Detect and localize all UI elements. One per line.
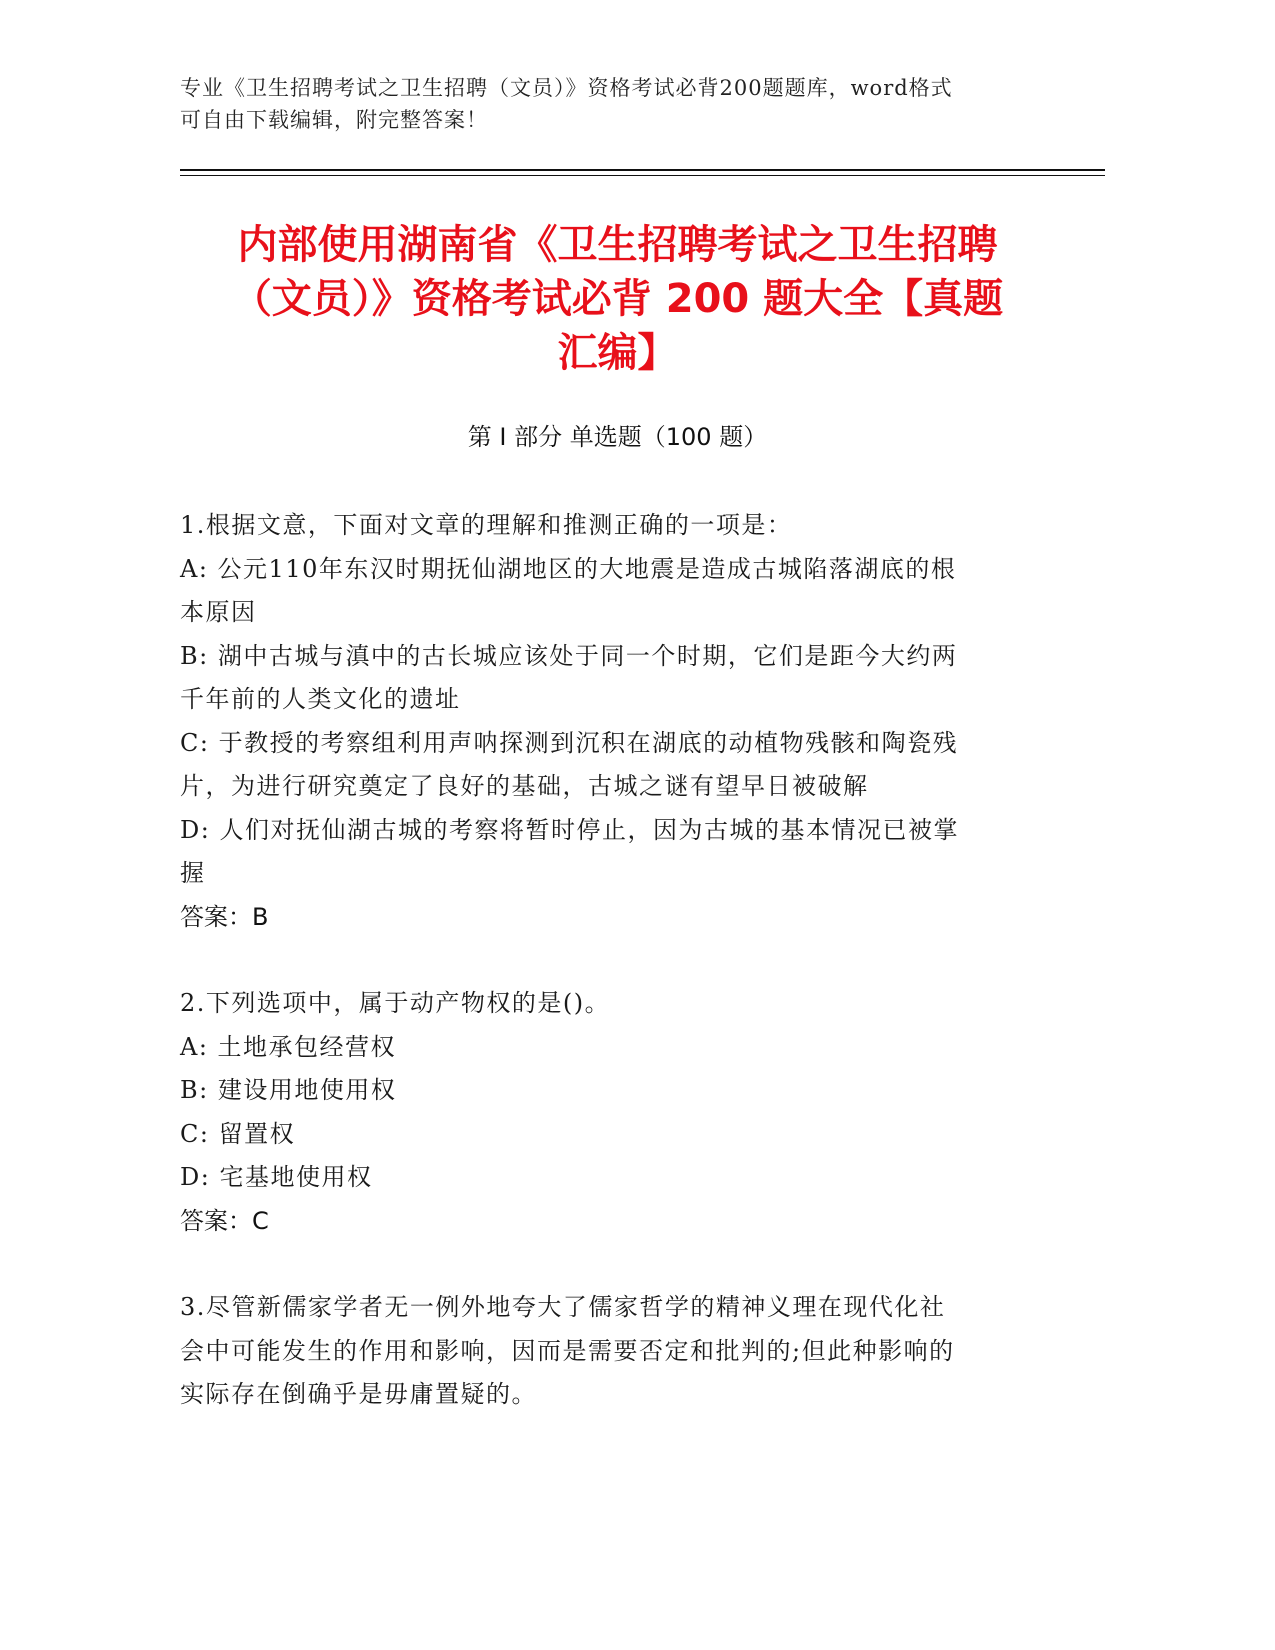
option-text: 握: [180, 859, 206, 887]
option-text: 千年前的人类文化的遗址: [180, 685, 461, 713]
option-text: B: 湖中古城与滇中的古长城应该处于同一个时期，它们是距今大约两: [180, 641, 958, 670]
question-stem: 会中可能发生的作用和影响，因而是需要否定和批判的;但此种影响的: [180, 1336, 955, 1365]
title-line: 汇编】: [557, 330, 678, 376]
header-divider-thin: [180, 175, 1105, 176]
option-d: D: 宅基地使用权: [180, 1163, 373, 1191]
answer-label: 答案：B: [180, 902, 269, 931]
answer-label: 答案：C: [180, 1206, 269, 1235]
question-item: [180, 504, 1030, 939]
option-text: C: 于教授的考察组利用声呐探测到沉积在湖底的动植物残骸和陶瓷残: [180, 728, 959, 757]
header-note-line: 可自由下载编辑，附完整答案！: [180, 108, 488, 132]
option-text: 本原因: [180, 598, 257, 626]
option-text: D: 人们对抚仙湖古城的考察将暂时停止，因为古城的基本情况已被掌: [180, 815, 959, 844]
title-line: （文员）》资格考试必背 200 题大全【真题: [231, 276, 1004, 322]
document-title: [180, 218, 1055, 380]
section-title: 第 I 部分 单选题（100 题）: [467, 423, 768, 451]
question-list: [180, 504, 1030, 1460]
header-divider-thick: [180, 169, 1105, 171]
question-stem: 实际存在倒确乎是毋庸置疑的。: [180, 1380, 537, 1408]
question-stem: 2.下列选项中，属于动产物权的是()。: [180, 989, 611, 1017]
header-note-line: 专业《卫生招聘考试之卫生招聘（文员）》资格考试必背200题题库，word格式: [180, 76, 953, 100]
question-item: [180, 1286, 1030, 1417]
question-stem: 1.根据文意，下面对文章的理解和推测正确的一项是：: [180, 511, 793, 539]
option-b: [180, 635, 1030, 722]
question-item: [180, 982, 1030, 1243]
option-b: B: 建设用地使用权: [180, 1076, 397, 1104]
option-d: [180, 809, 1030, 896]
question-stem: 3.尽管新儒家学者无一例外地夸大了儒家哲学的精神义理在现代化社: [180, 1293, 946, 1321]
option-c: [180, 722, 1030, 809]
option-c: C: 留置权: [180, 1119, 296, 1148]
option-text: A: 公元110年东汉时期抚仙湖地区的大地震是造成古城陷落湖底的根: [180, 554, 957, 583]
option-text: 片，为进行研究奠定了良好的基础，古城之谜有望早日被破解: [180, 772, 869, 800]
option-a: [180, 548, 1030, 635]
title-line: 内部使用湖南省《卫生招聘考试之卫生招聘: [237, 222, 998, 268]
option-a: A: 土地承包经营权: [180, 1032, 397, 1061]
header-note: [180, 72, 1040, 136]
